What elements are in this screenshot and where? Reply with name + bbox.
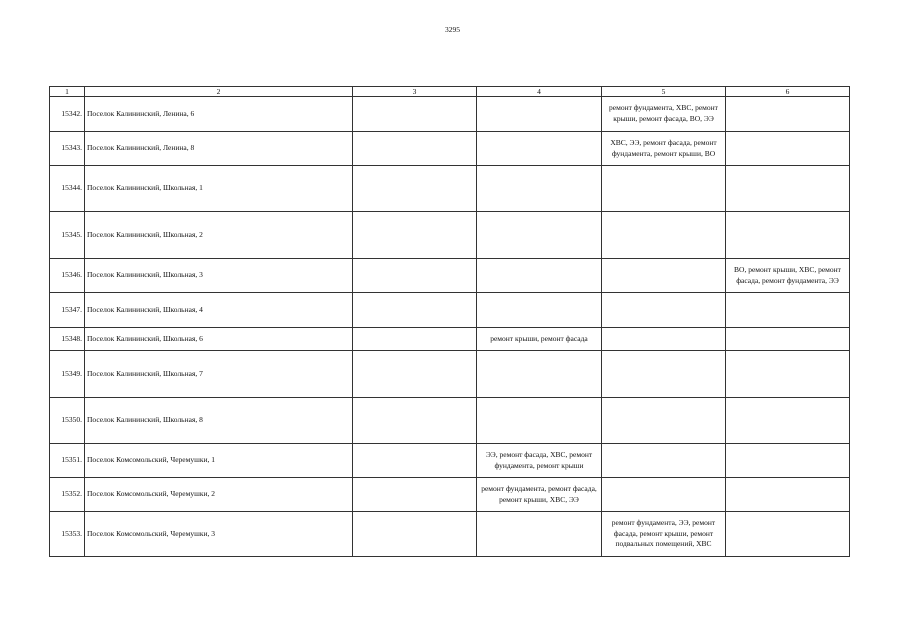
cell-col5 [602,259,726,293]
cell-col6 [726,132,850,166]
cell-col4: ремонт крыши, ремонт фасада [477,328,602,351]
cell-col3 [353,293,477,328]
table-row [50,293,850,328]
table-row [50,328,850,351]
cell-col6 [726,512,850,557]
address-cell: Поселок Комсомольский, Черемушки, 2 [85,478,353,512]
row-number: 15351. [50,444,85,478]
table-row [50,259,850,293]
cell-col3 [353,166,477,212]
cell-col5 [602,328,726,351]
address-cell: Поселок Калининский, Школьная, 3 [85,259,353,293]
table-row [50,132,850,166]
page-number: 3295 [445,25,460,34]
row-number: 15347. [50,293,85,328]
cell-col6 [726,97,850,132]
table-row [50,166,850,212]
cell-col3 [353,444,477,478]
address-cell: Поселок Комсомольский, Черемушки, 3 [85,512,353,557]
cell-col6 [726,212,850,259]
column-header-2: 2 [85,87,353,97]
column-header-4: 4 [477,87,602,97]
row-number: 15344. [50,166,85,212]
table-row [50,351,850,398]
cell-col5 [602,444,726,478]
cell-col6 [726,478,850,512]
cell-col5: ремонт фундамента, ХВС, ремонт крыши, ремонт фасада, ВО, ЭЭ [602,97,726,132]
cell-col6 [726,328,850,351]
cell-col4 [477,259,602,293]
cell-col3 [353,97,477,132]
table-row [50,444,850,478]
column-header-3: 3 [353,87,477,97]
cell-col4 [477,512,602,557]
cell-col3 [353,478,477,512]
cell-col5: ХВС, ЭЭ, ремонт фасада, ремонт фундамента, ремонт крыши, ВО [602,132,726,166]
address-cell: Поселок Калининский, Ленина, 8 [85,132,353,166]
row-number: 15350. [50,398,85,444]
table-row [50,212,850,259]
column-header-5: 5 [602,87,726,97]
header-row [50,87,850,97]
address-cell: Поселок Калининский, Школьная, 1 [85,166,353,212]
cell-col4 [477,97,602,132]
cell-col4 [477,398,602,444]
column-header-6: 6 [726,87,850,97]
address-cell: Поселок Калининский, Школьная, 8 [85,398,353,444]
cell-col3 [353,132,477,166]
row-number: 15352. [50,478,85,512]
cell-col6: ВО, ремонт крыши, ХВС, ремонт фасада, ремонт фундамента, ЭЭ [726,259,850,293]
cell-col3 [353,212,477,259]
row-number: 15345. [50,212,85,259]
table-row [50,512,850,557]
row-number: 15348. [50,328,85,351]
cell-col4 [477,351,602,398]
table-row [50,478,850,512]
column-header-1: 1 [50,87,85,97]
address-cell: Поселок Калининский, Школьная, 2 [85,212,353,259]
cell-col5 [602,212,726,259]
cell-col4: ремонт фундамента, ремонт фасада, ремонт крыши, ХВС, ЭЭ [477,478,602,512]
cell-col5 [602,478,726,512]
cell-col6 [726,293,850,328]
cell-col6 [726,444,850,478]
cell-col5 [602,351,726,398]
cell-col4 [477,166,602,212]
cell-col5 [602,293,726,328]
address-cell: Поселок Калининский, Школьная, 4 [85,293,353,328]
cell-col6 [726,398,850,444]
address-cell: Поселок Калининский, Школьная, 7 [85,351,353,398]
cell-col5: ремонт фундамента, ЭЭ, ремонт фасада, ремонт крыши, ремонт подвальных помещений, ХВС [602,512,726,557]
cell-col3 [353,398,477,444]
cell-col3 [353,351,477,398]
cell-col5 [602,166,726,212]
works-table [49,86,850,557]
cell-col4 [477,293,602,328]
cell-col4 [477,212,602,259]
table-row [50,398,850,444]
row-number: 15349. [50,351,85,398]
cell-col5 [602,398,726,444]
cell-col3 [353,328,477,351]
table-row [50,97,850,132]
cell-col3 [353,259,477,293]
row-number: 15342. [50,97,85,132]
address-cell: Поселок Калининский, Ленина, 6 [85,97,353,132]
address-cell: Поселок Калининский, Школьная, 6 [85,328,353,351]
cell-col3 [353,512,477,557]
cell-col6 [726,351,850,398]
address-cell: Поселок Комсомольский, Черемушки, 1 [85,444,353,478]
cell-col4: ЭЭ, ремонт фасада, ХВС, ремонт фундамента, ремонт крыши [477,444,602,478]
cell-col4 [477,132,602,166]
cell-col6 [726,166,850,212]
row-number: 15353. [50,512,85,557]
row-number: 15346. [50,259,85,293]
row-number: 15343. [50,132,85,166]
